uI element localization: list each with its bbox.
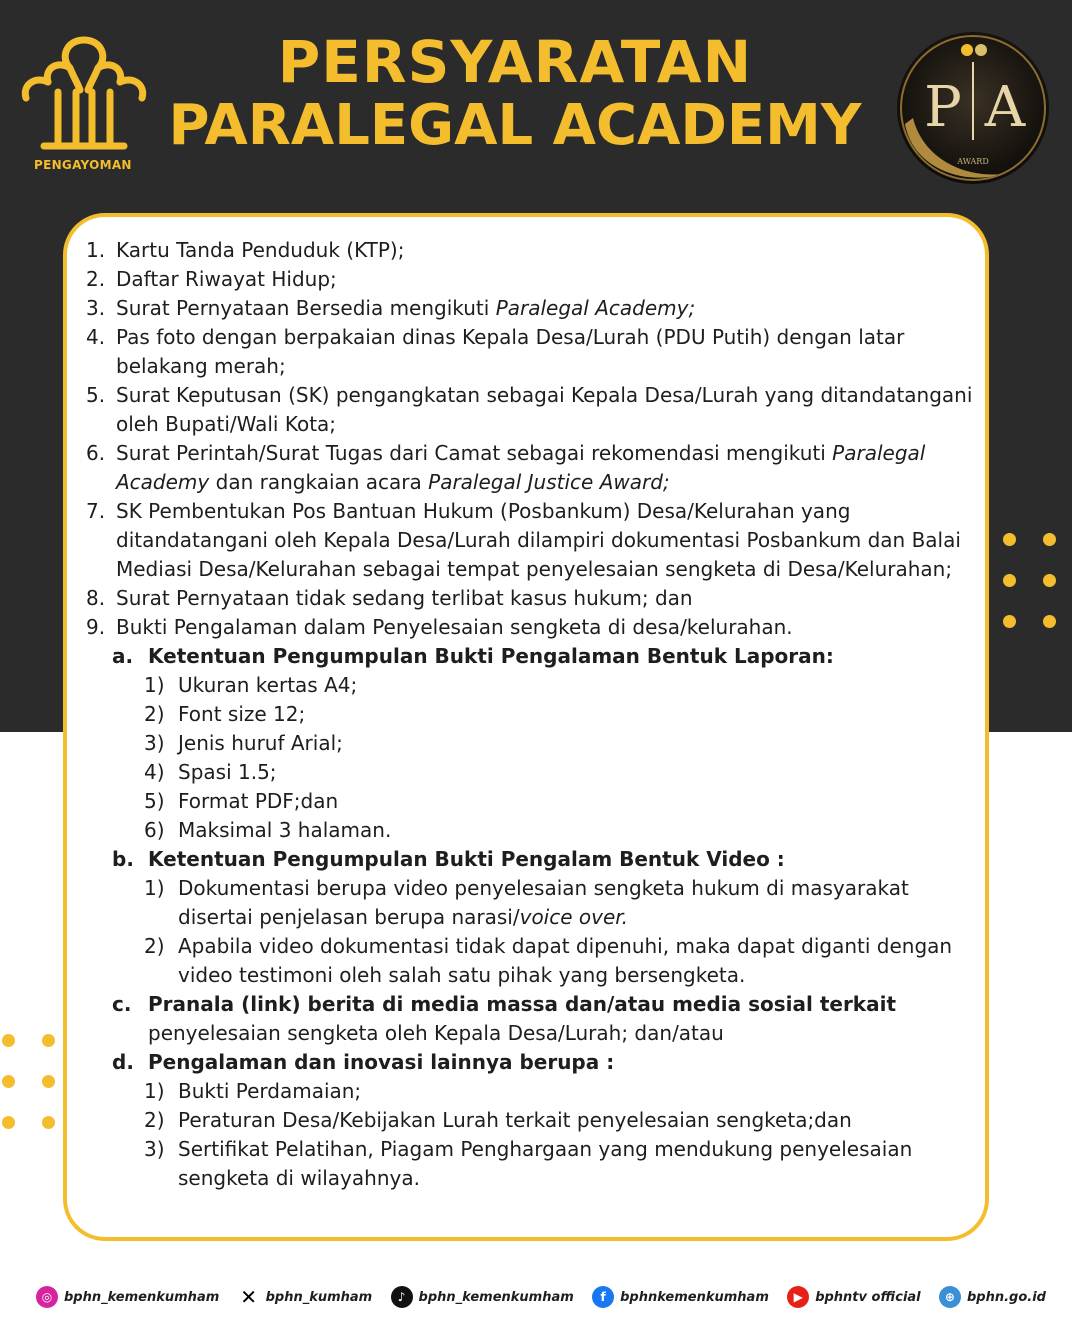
paralegal-justice-award-logo-icon: [893, 28, 1053, 188]
list-item: 3. Surat Pernyataan Bersedia mengikuti Paralegal Academy;: [86, 296, 696, 320]
decor-dot: [2, 1116, 15, 1129]
title-line-2: PARALEGAL ACADEMY: [168, 93, 862, 158]
list-item: 1. Kartu Tanda Penduduk (KTP);: [86, 238, 405, 262]
social-footer: [36, 1282, 1046, 1312]
section-c-text: penyelesaian sengketa oleh Kepala Desa/Lurah; dan/atau: [148, 1021, 724, 1045]
website-link[interactable]: ⊕ bphn.go.id: [939, 1286, 1046, 1308]
list-item: 2. Daftar Riwayat Hidup;: [86, 267, 337, 291]
logo-letters: P: [924, 75, 962, 140]
section-b-heading: b. Ketentuan Pengumpulan Bukti Pengalam Bentuk Video :: [112, 847, 785, 871]
svg-text:A: A: [984, 75, 1026, 140]
youtube-icon: ▶: [787, 1286, 809, 1308]
list-item: 6. Surat Perintah/Surat Tugas dari Camat sebagai rekomendasi mengikuti Paralegal Academy dan rangkaian acara Paralegal Justice Award;: [86, 441, 926, 494]
decor-dot: [1043, 574, 1056, 587]
decor-dot: [2, 1034, 15, 1047]
list-item: 5. Surat Keputusan (SK) pengangkatan sebagai Kepala Desa/Lurah yang ditandatangani oleh Bupati/Wali Kota;: [86, 383, 973, 436]
list-item: 4. Pas foto dengan berpakaian dinas Kepala Desa/Lurah (PDU Putih) dengan latar belakang merah;: [86, 325, 905, 378]
title-line-1: PERSYARATAN: [277, 28, 753, 96]
pengayoman-logo-text: PENGAYOMAN: [34, 158, 132, 172]
list-item: 2) Apabila video dokumentasi tidak dapat dipenuhi, maka dapat diganti dengan video testimoni oleh salah satu pihak yang bersengketa.: [144, 934, 953, 987]
section-d-heading: d. Pengalaman dan inovasi lainnya berupa :: [112, 1050, 615, 1074]
list-item: 7. SK Pembentukan Pos Bantuan Hukum (Posbankum) Desa/Kelurahan yang ditandatangani oleh Kepala Desa/Lurah dilampiri dokumentasi Posbankum dan Balai Mediasi Desa/Kelurahan sebagai tempat penyelesaian sengketa di Desa/Kelurahan;: [86, 499, 961, 581]
list-item: 1) Ukuran kertas A4;: [144, 673, 358, 697]
youtube-link[interactable]: ▶ bphntv official: [787, 1286, 920, 1308]
x-icon: ✕: [238, 1286, 260, 1308]
decor-dot: [1043, 533, 1056, 546]
section-a-heading: a. Ketentuan Pengumpulan Bukti Pengalaman Bentuk Laporan:: [112, 644, 834, 668]
svg-text:AWARD: AWARD: [957, 157, 989, 166]
tiktok-link[interactable]: ♪ bphn_kemenkumham: [391, 1286, 574, 1308]
list-item: 6) Maksimal 3 halaman.: [144, 818, 392, 842]
list-item: 2) Font size 12;: [144, 702, 306, 726]
tiktok-icon: ♪: [391, 1286, 413, 1308]
list-item: 1) Dokumentasi berupa video penyelesaian sengketa hukum di masyarakat disertai penjelasan berupa narasi/voice over.: [144, 876, 909, 929]
decor-dot: [1003, 574, 1016, 587]
decor-dot: [1003, 533, 1016, 546]
web-icon: ⊕: [939, 1286, 961, 1308]
decor-dot: [42, 1075, 55, 1088]
list-item: 4) Spasi 1.5;: [144, 760, 277, 784]
instagram-link[interactable]: ◎ bphn_kemenkumham: [36, 1286, 219, 1308]
list-item: 9. Bukti Pengalaman dalam Penyelesaian sengketa di desa/kelurahan.: [86, 615, 793, 639]
decor-dot: [1043, 615, 1056, 628]
requirements-list: [86, 236, 976, 1193]
list-item: 1) Bukti Perdamaian;: [144, 1079, 362, 1103]
list-item: 3) Jenis huruf Arial;: [144, 731, 343, 755]
list-item: 5) Format PDF;dan: [144, 789, 339, 813]
decor-dot: [2, 1075, 15, 1088]
list-item: 2) Peraturan Desa/Kebijakan Lurah terkait penyelesaian sengketa;dan: [144, 1108, 852, 1132]
list-item: 3) Sertifikat Pelatihan, Piagam Penghargaan yang mendukung penyelesaian sengketa di wilayahnya.: [144, 1137, 913, 1190]
facebook-link[interactable]: f bphnkemenkumham: [592, 1286, 769, 1308]
list-item: 8. Surat Pernyataan tidak sedang terlibat kasus hukum; dan: [86, 586, 693, 610]
decor-dot: [1003, 615, 1016, 628]
decor-dot: [42, 1116, 55, 1129]
instagram-icon: ◎: [36, 1286, 58, 1308]
pengayoman-logo-icon: [14, 28, 154, 178]
x-link[interactable]: ✕ bphn_kumham: [238, 1286, 373, 1308]
facebook-icon: f: [592, 1286, 614, 1308]
decor-dot: [42, 1034, 55, 1047]
section-c-heading: c. Pranala (link) berita di media massa dan/atau media sosial terkait: [112, 992, 897, 1016]
page-title: [150, 30, 880, 158]
